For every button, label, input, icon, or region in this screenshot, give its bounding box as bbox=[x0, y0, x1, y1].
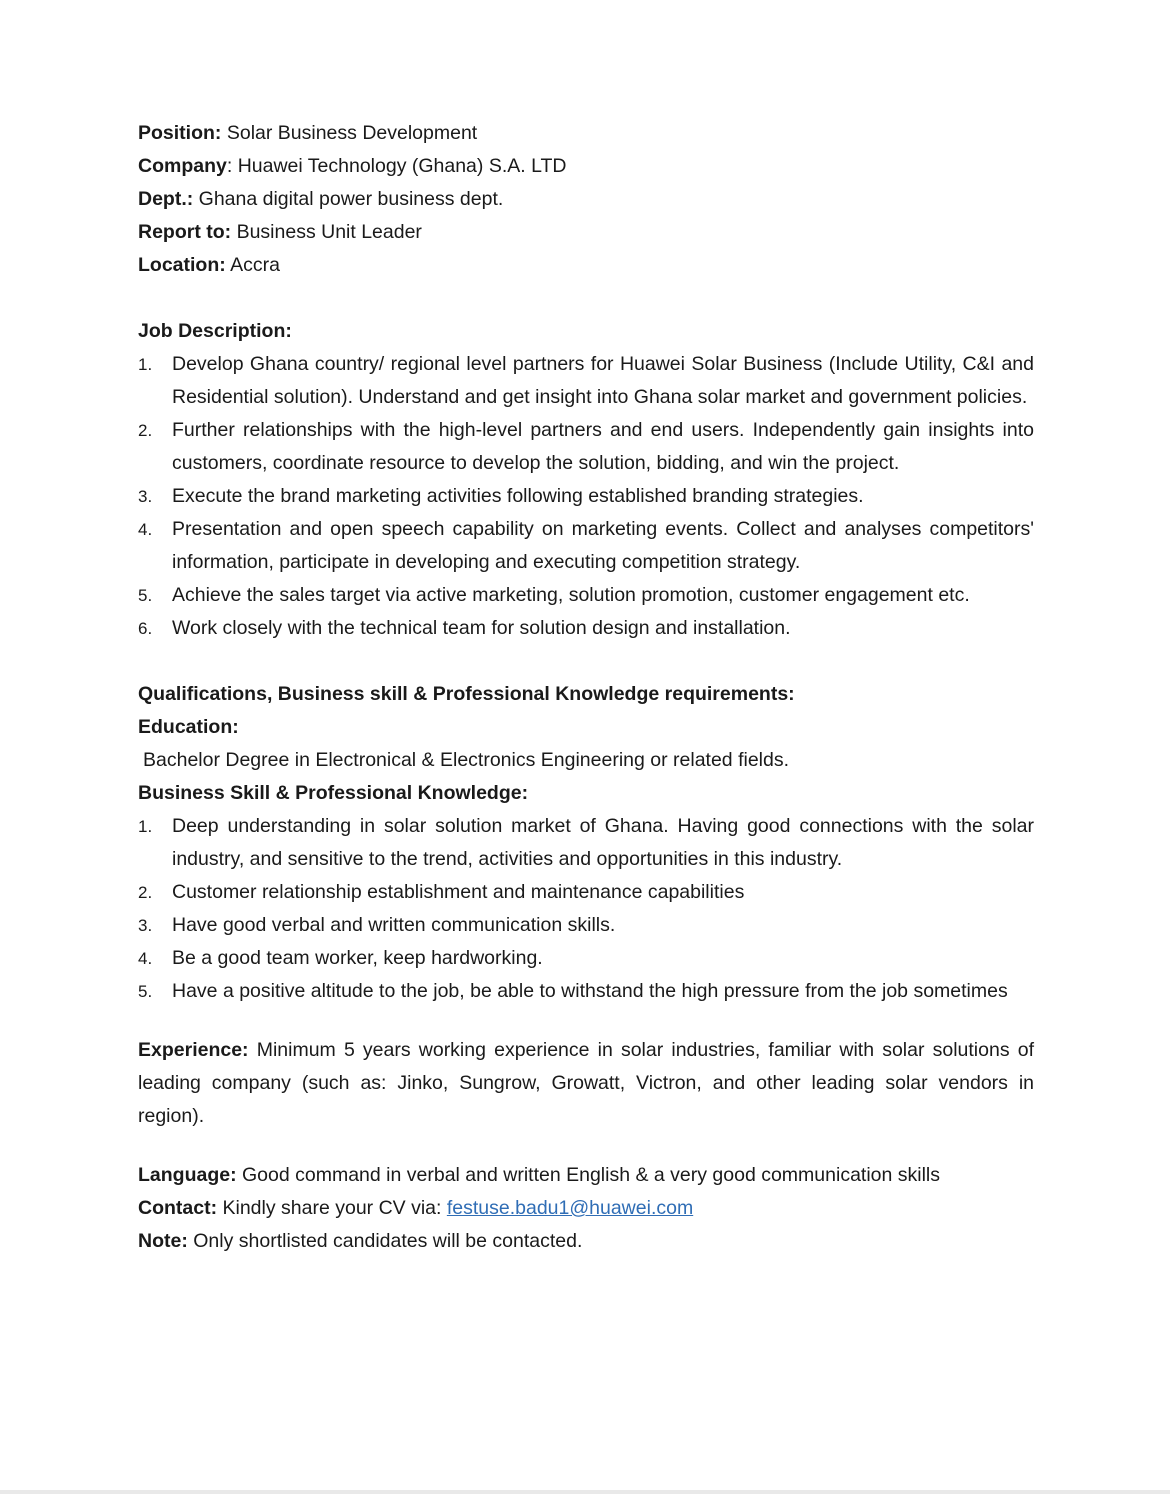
list-number: 2. bbox=[138, 883, 153, 902]
education-text: Bachelor Degree in Electronical & Electronics Engineering or related fields. bbox=[143, 749, 790, 771]
spacer bbox=[138, 1133, 1034, 1159]
list-item bbox=[138, 612, 1034, 645]
location-value: Accra bbox=[225, 254, 280, 276]
language-label: Language: bbox=[138, 1164, 237, 1186]
list-text: Develop Ghana country/ regional level partners for Huawei Solar Business (Include Utility, C&I and Residential solution). Understand and get insight into Ghana solar market and government policies. bbox=[172, 353, 1034, 408]
list-number: 5. bbox=[138, 982, 153, 1001]
contact-line bbox=[138, 1192, 1034, 1225]
location-label: Location: bbox=[138, 254, 226, 276]
job-description-heading: Job Description: bbox=[138, 320, 292, 342]
list-text: Have good verbal and written communication skills. bbox=[172, 914, 616, 936]
location-line bbox=[138, 249, 1034, 282]
report-to-line bbox=[138, 216, 1034, 249]
list-number: 4. bbox=[138, 949, 153, 968]
list-text: Achieve the sales target via active marketing, solution promotion, customer engagement etc. bbox=[172, 584, 970, 606]
list-number: 5. bbox=[138, 586, 153, 605]
page-bottom-edge bbox=[0, 1490, 1170, 1494]
note-label: Note: bbox=[138, 1230, 188, 1252]
language-line bbox=[138, 1159, 1034, 1192]
education-label: Education: bbox=[138, 716, 239, 738]
list-text: Execute the brand marketing activities following established branding strategies. bbox=[172, 485, 864, 507]
position-value: Solar Business Development bbox=[221, 122, 478, 144]
list-item bbox=[138, 876, 1034, 909]
contact-text: Kindly share your CV via: bbox=[217, 1197, 447, 1219]
list-text: Presentation and open speech capability on marketing events. Collect and analyses competitors' information, participate in developing and executing competition strategy. bbox=[172, 518, 1034, 573]
list-item bbox=[138, 480, 1034, 513]
list-item bbox=[138, 414, 1034, 480]
experience-label: Experience: bbox=[138, 1039, 249, 1061]
qualifications-heading: Qualifications, Business skill & Professional Knowledge requirements: bbox=[138, 683, 795, 705]
dept-line bbox=[138, 183, 1034, 216]
report-to-label: Report to: bbox=[138, 221, 232, 243]
spacer bbox=[138, 1008, 1034, 1034]
language-text: Good command in verbal and written English & a very good communication skills bbox=[236, 1164, 941, 1186]
list-number: 1. bbox=[138, 355, 153, 374]
position-label: Position: bbox=[138, 122, 222, 144]
list-item bbox=[138, 348, 1034, 414]
list-item bbox=[138, 909, 1034, 942]
list-number: 2. bbox=[138, 421, 153, 440]
job-posting-document bbox=[138, 117, 1034, 1258]
skills-heading: Business Skill & Professional Knowledge: bbox=[138, 782, 529, 804]
list-item bbox=[138, 975, 1034, 1008]
list-item bbox=[138, 579, 1034, 612]
spacer bbox=[138, 645, 1034, 678]
dept-value: Ghana digital power business dept. bbox=[193, 188, 504, 210]
experience-paragraph bbox=[138, 1034, 1034, 1133]
list-number: 4. bbox=[138, 520, 153, 539]
list-number: 6. bbox=[138, 619, 153, 638]
contact-email-link[interactable]: festuse.badu1@huawei.com bbox=[446, 1197, 694, 1219]
list-number: 3. bbox=[138, 487, 153, 506]
list-item bbox=[138, 942, 1034, 975]
company-label: Company bbox=[138, 155, 227, 177]
list-item bbox=[138, 810, 1034, 876]
list-item bbox=[138, 513, 1034, 579]
position-line bbox=[138, 117, 1034, 150]
list-text: Work closely with the technical team for solution design and installation. bbox=[172, 617, 791, 639]
company-line bbox=[138, 150, 1034, 183]
note-text: Only shortlisted candidates will be contacted. bbox=[187, 1230, 583, 1252]
list-number: 3. bbox=[138, 916, 153, 935]
list-text: Deep understanding in solar solution market of Ghana. Having good connections with the solar industry, and sensitive to the trend, activities and opportunities in this industry. bbox=[172, 815, 1034, 870]
contact-label: Contact: bbox=[138, 1197, 218, 1219]
job-description-list bbox=[138, 348, 1034, 645]
list-number: 1. bbox=[138, 817, 153, 836]
list-text: Customer relationship establishment and maintenance capabilities bbox=[172, 881, 745, 903]
experience-text: Minimum 5 years working experience in solar industries, familiar with solar solutions of leading company (such as: Jinko, Sungrow, Growatt, Victron, and other leading solar vendors in region). bbox=[138, 1039, 1034, 1127]
dept-label: Dept.: bbox=[138, 188, 194, 210]
spacer bbox=[138, 282, 1034, 315]
skills-list bbox=[138, 810, 1034, 1008]
report-to-value: Business Unit Leader bbox=[231, 221, 422, 243]
list-text: Have a positive altitude to the job, be able to withstand the high pressure from the job sometimes bbox=[172, 980, 1008, 1002]
note-line bbox=[138, 1225, 1034, 1258]
list-text: Be a good team worker, keep hardworking. bbox=[172, 947, 543, 969]
list-text: Further relationships with the high-level partners and end users. Independently gain insights into customers, coordinate resource to develop the solution, bidding, and win the project. bbox=[172, 419, 1034, 474]
company-value: : Huawei Technology (Ghana) S.A. LTD bbox=[226, 155, 567, 177]
